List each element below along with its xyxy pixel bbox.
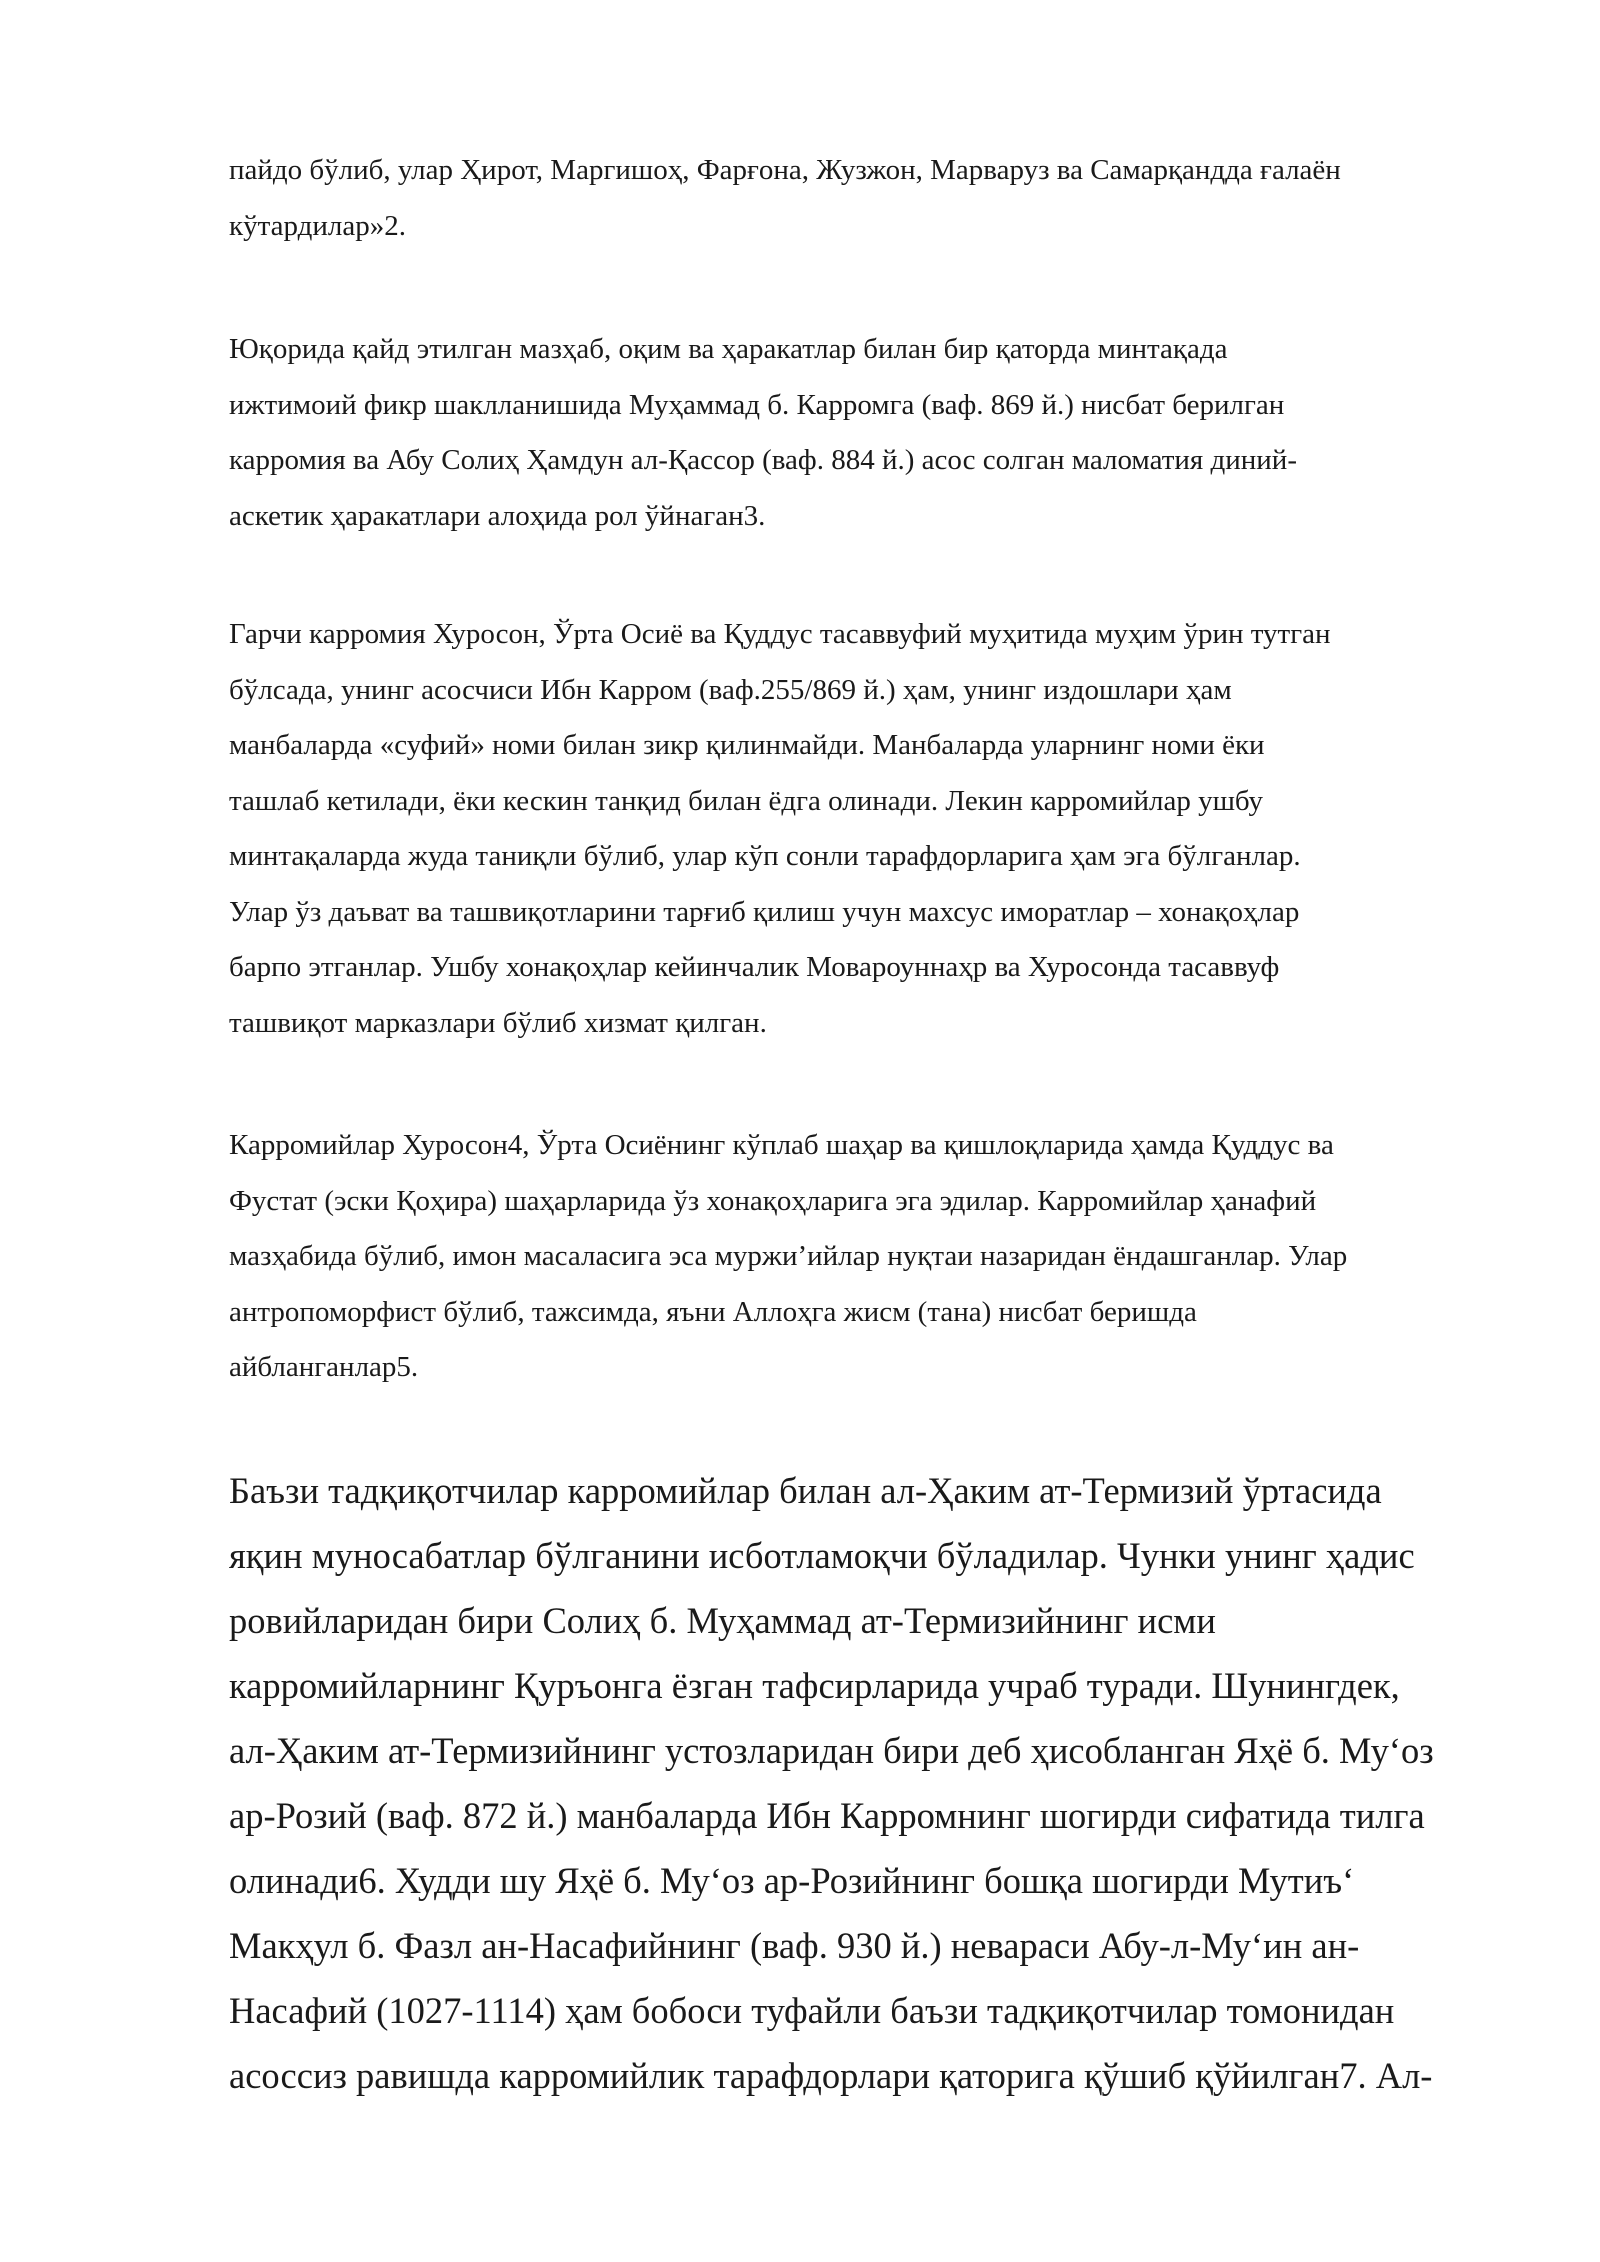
text-line: яқин муносабатлар бўлганини исботламоқчи бўладилар. Чунки унинг ҳадис bbox=[229, 1535, 1415, 1576]
text-line: карромийларнинг Қуръонга ёзган тафсирларида учраб туради. Шунингдек, bbox=[229, 1665, 1400, 1706]
text-line: Макҳул б. Фазл ан-Насафийнинг (ваф. 930 й.) невараси Абу-л-Муʻин ан- bbox=[229, 1925, 1360, 1966]
text-line: минтақаларда жуда таниқли бўлиб, улар кўп сонли тарафдорларига ҳам эга бўлганлар. bbox=[229, 840, 1301, 872]
text-line: Насафий (1027-1114) ҳам бобоси туфайли баъзи тадқиқотчилар томонидан bbox=[229, 1990, 1395, 2031]
paragraph-5 bbox=[229, 1458, 1489, 2108]
text-line: Гарчи карромия Хуросон, Ўрта Осиё ва Қуддус тасаввуфий муҳитида муҳим ўрин тутган bbox=[229, 618, 1331, 650]
text-line: ташлаб кетилади, ёки кескин танқид билан ёдга олинади. Лекин карромийлар ушбу bbox=[229, 784, 1264, 817]
text-line: ар-Розий (ваф. 872 й.) манбаларда Ибн Карромнинг шогирди сифатида тилга bbox=[229, 1795, 1425, 1836]
paragraph-3 bbox=[229, 607, 1489, 1051]
text-line: ровийларидан бири Солиҳ б. Муҳаммад ат-Термизийнинг исми bbox=[229, 1600, 1216, 1641]
text-line: ал-Ҳаким ат-Термизийнинг устозларидан бири деб ҳисобланган Яҳё б. Муʻоз bbox=[229, 1730, 1434, 1771]
text-line: манбаларда «суфий» номи билан зикр қилинмайди. Манбаларда уларнинг номи ёки bbox=[229, 729, 1265, 761]
paragraph-1 bbox=[229, 143, 1489, 254]
text-line: антропоморфист бўлиб, тажсимда, яъни Аллоҳга жисм (тана) нисбат беришда bbox=[229, 1295, 1197, 1328]
text-line: аскетик ҳаракатлари алоҳида рол ўйнаган3. bbox=[229, 499, 766, 532]
paragraph-2 bbox=[229, 322, 1489, 544]
text-line: Карромийлар Хуросон4, Ўрта Осиёнинг кўплаб шаҳар ва қишлоқларида ҳамда Қуддус ва bbox=[229, 1129, 1334, 1161]
text-line: ташвиқот марказлари бўлиб хизмат қилган. bbox=[229, 1006, 767, 1039]
text-line: Баъзи тадқиқотчилар карромийлар билан ал-Ҳаким ат-Термизий ўртасида bbox=[229, 1470, 1382, 1511]
text-line: ижтимоий фикр шаклланишида Муҳаммад б. Карромга (ваф. 869 й.) нисбат берилган bbox=[229, 388, 1285, 421]
paragraph-4 bbox=[229, 1118, 1489, 1396]
text-line: кўтардилар»2. bbox=[229, 209, 406, 242]
text-line: Фустат (эски Қоҳира) шаҳарларида ўз хонақоҳларига эга эдилар. Карромийлар ҳанафий bbox=[229, 1184, 1317, 1217]
text-line: бўлсада, унинг асосчиси Ибн Карром (ваф.255/869 й.) ҳам, унинг издошлари ҳам bbox=[229, 673, 1232, 706]
text-line: асоссиз равишда карромийлик тарафдорлари қаторига қўшиб қўйилган7. Ал- bbox=[229, 2055, 1433, 2096]
text-line: Юқорида қайд этилган мазҳаб, оқим ва ҳаракатлар билан бир қаторда минтақада bbox=[229, 333, 1228, 365]
text-line: Улар ўз даъват ва ташвиқотларини тарғиб қилиш учун махсус иморатлар – хонақоҳлар bbox=[229, 895, 1300, 928]
text-line: карромия ва Абу Солиҳ Ҳамдун ал-Қассор (ваф. 884 й.) асос солган маломатия диний- bbox=[229, 444, 1297, 476]
text-line: мазҳабида бўлиб, имон масаласига эса муржи’ийлар нуқтаи назаридан ёндашганлар. Улар bbox=[229, 1240, 1348, 1272]
text-line: олинади6. Худди шу Яҳё б. Муʻоз ар-Розийнинг бошқа шогирди Мутиъʻ bbox=[229, 1860, 1355, 1901]
text-line: барпо этганлар. Ушбу хонақоҳлар кейинчалик Мовароуннаҳр ва Хуросонда тасаввуф bbox=[229, 951, 1280, 983]
text-line: айбланганлар5. bbox=[229, 1351, 419, 1383]
text-line: пайдо бўлиб, улар Ҳирот, Маргишоҳ, Фарғона, Жузжон, Марваруз ва Самарқандда ғалаён bbox=[229, 154, 1341, 186]
